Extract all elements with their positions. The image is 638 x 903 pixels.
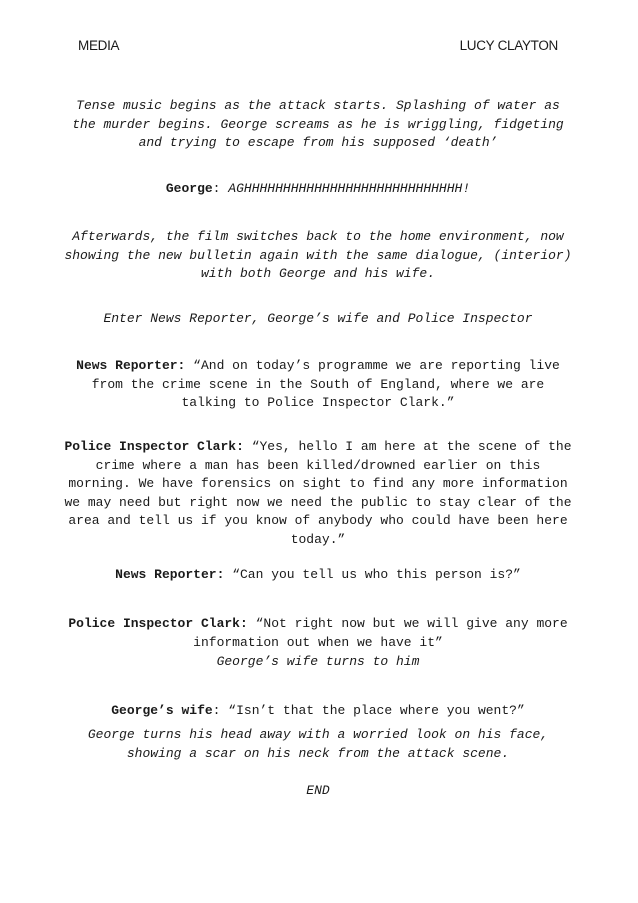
header-left: MEDIA <box>78 38 120 53</box>
dialogue-reporter-2 <box>62 566 574 585</box>
reporter-line-2: “Can you tell us who this person is?” <box>232 567 521 582</box>
george-line: AGHHHHHHHHHHHHHHHHHHHHHHHHHHHH! <box>228 181 471 196</box>
speaker-separator: : <box>212 703 221 718</box>
dialogue-wife <box>62 702 574 721</box>
speaker-georges-wife: George’s wife <box>111 703 213 718</box>
speaker-news-reporter: News Reporter: <box>76 358 186 373</box>
inspector-line-1: “Yes, hello I am here at the scene of the crime where a man has been killed/drowned earlier on this morning. We have forensics on sight to find any more information we may need but right now we need the public to stay clear of the area and tell us if you know of anybody who could have been here today.” <box>64 439 572 547</box>
dialogue-inspector-1 <box>62 438 574 549</box>
header-right: LUCY CLAYTON <box>459 38 558 53</box>
reporter-line-1: “And on today’s programme we are reporting live from the crime scene in the South of England, where we are talking to Police Inspector Clark.” <box>91 358 560 410</box>
wife-line: “Isn’t that the place where you went?” <box>228 703 525 718</box>
speaker-police-inspector: Police Inspector Clark: <box>64 439 244 454</box>
stage-direction-enter: Enter News Reporter, George’s wife and Police Inspector <box>103 311 533 326</box>
dialogue-reporter-1 <box>62 357 574 413</box>
end-marker: END <box>306 783 330 798</box>
inspector-line-2: “Not right now but we will give any more information out when we have it” <box>193 616 568 650</box>
speaker-news-reporter: News Reporter: <box>115 567 225 582</box>
stage-direction-scar: George turns his head away with a worried look on his face, showing a scar on his neck from the attack scene. <box>87 727 549 761</box>
speaker-police-inspector: Police Inspector Clark: <box>68 616 248 631</box>
speaker-george: George <box>165 181 213 196</box>
stage-direction-attack: Tense music begins as the attack starts. Splashing of water as the murder begins. George screams as he is wriggling, fidgeting and trying to escape from his supposed ‘death’ <box>72 98 564 150</box>
dialogue-george <box>62 180 574 199</box>
dialogue-inspector-2 <box>62 615 574 652</box>
stage-direction-home: Afterwards, the film switches back to the home environment, now showing the new bulletin again with the same dialogue, (interior) with both George and his wife. <box>64 229 572 281</box>
speaker-separator: : <box>212 181 221 196</box>
stage-direction-wife-turns: George’s wife turns to him <box>216 654 420 669</box>
